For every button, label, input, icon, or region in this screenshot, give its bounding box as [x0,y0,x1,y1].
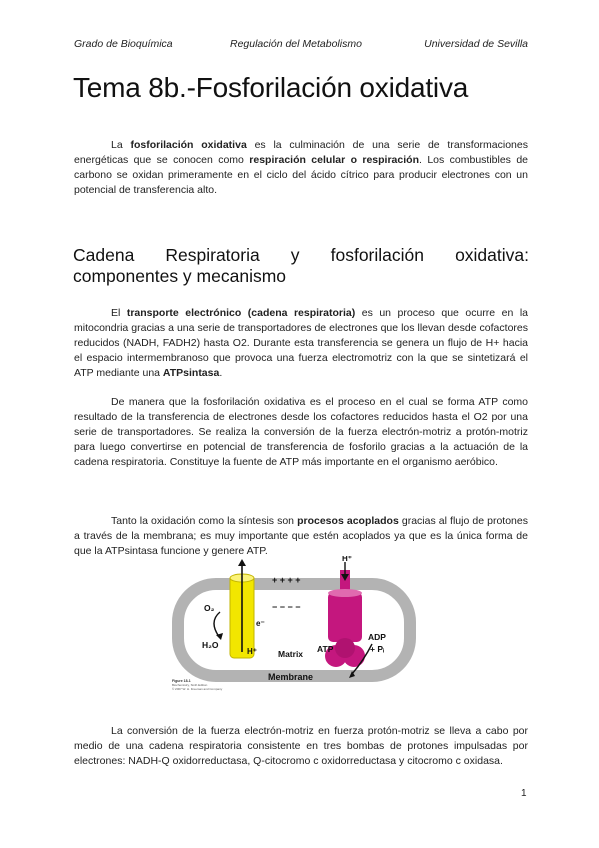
atp-synthase-head-center [335,638,355,658]
paragraph-coupling: Tanto la oxidación como la síntesis son procesos acoplados gracias al flujo de protones a través de la membrana; es muy importante que estén acoplados ya que es la única forma de que la ATPsintasa funcione y genere ATP. [74,515,528,557]
intro-paragraph: La fosforilación oxidativa es la culminación de una serie de transformaciones energéticas que se conocen como respiración celular o respiración. Los combustibles de carbono se oxidan primeramente en el ciclo del ácido cítrico para producir electrones con un potencial de transferencia alto. [74,139,529,196]
paragraph-conversion: La conversión de la fuerza electrón-motriz en fuerza protón-motriz se lleva a cabo por medio de una cadena respiratoria consistente en tres bombas de protones impulsadas por electrones: NADH-Q oxidorreductasa, Q-citocromo c oxidorreductasa y citocromo c oxidasa. [74,725,528,767]
oxygen-reduction-arrow [214,612,220,638]
figure-caption-number: Figure 18-1 [172,679,191,683]
label-atp: ATP [317,644,334,654]
label-electron: e⁻ [256,619,265,628]
page-header [74,38,528,52]
paragraph-transport: El transporte electrónico (cadena respiratoria) es un proceso que ocurre en la mitocondria gracias a una serie de transportadores de electrones que los llevan desde cofactores reducidos (NADH, FADH2) hasta O2. Durante esta transferencia se genera un flujo de H+ hacia el espacio intermembranoso que provoca una fuerza electromotriz con la que se sintetizará el ATP mediante una ATPsintasa. [74,307,528,379]
header-university: Universidad de Sevilla [424,38,528,50]
page-title: Tema 8b.-Fosforilación oxidativa [73,72,469,103]
figure-caption-copyright: © 2007 W. H. Freeman and Company [172,687,223,691]
section-title: Cadena Respiratoria y fosforilación oxidativa: componentes y mecanismo [73,245,529,286]
paragraph-definition: De manera que la fosforilación oxidativa es el proceso en el cual se forma ATP como resultado de la transferencia de electrones desde los cofactores reducidos hasta el O2 por una serie de transportadores. Se realiza la conversión de la fuerza electrón-motriz a protón-motriz para luego convertirse en potencial de transferencia de fosforilo gracias a la actuación de la cadena respiratoria. Constituye la fuente de ATP más importante en el organismo aeróbico. [74,396,528,468]
membrane-shape [178,584,410,676]
label-matrix: Matrix [278,649,304,659]
atp-synthase-top [328,589,362,597]
page-number: 1 [521,788,527,799]
label-membrane: Membrane [268,672,314,682]
proton-arrow-head [238,559,246,566]
figure-caption-book: Biochemistry, Sixth Edition [172,683,208,687]
label-pi: + Pᵢ [370,644,385,654]
minus-signs: − − − − [272,602,301,612]
label-o2: O₂ [204,603,215,613]
oxidative-phosphorylation-figure [168,556,438,696]
label-h2o: H₂O [202,640,219,650]
header-course: Regulación del Metabolismo [230,38,362,50]
label-adp: ADP [368,632,386,642]
plus-signs: + + + + [272,575,301,585]
label-h-plus-left: H⁺ [247,647,257,656]
atp-synthase-fo [328,592,362,642]
header-degree: Grado de Bioquímica [74,38,173,50]
label-h-plus-top: H⁺ [342,556,352,563]
